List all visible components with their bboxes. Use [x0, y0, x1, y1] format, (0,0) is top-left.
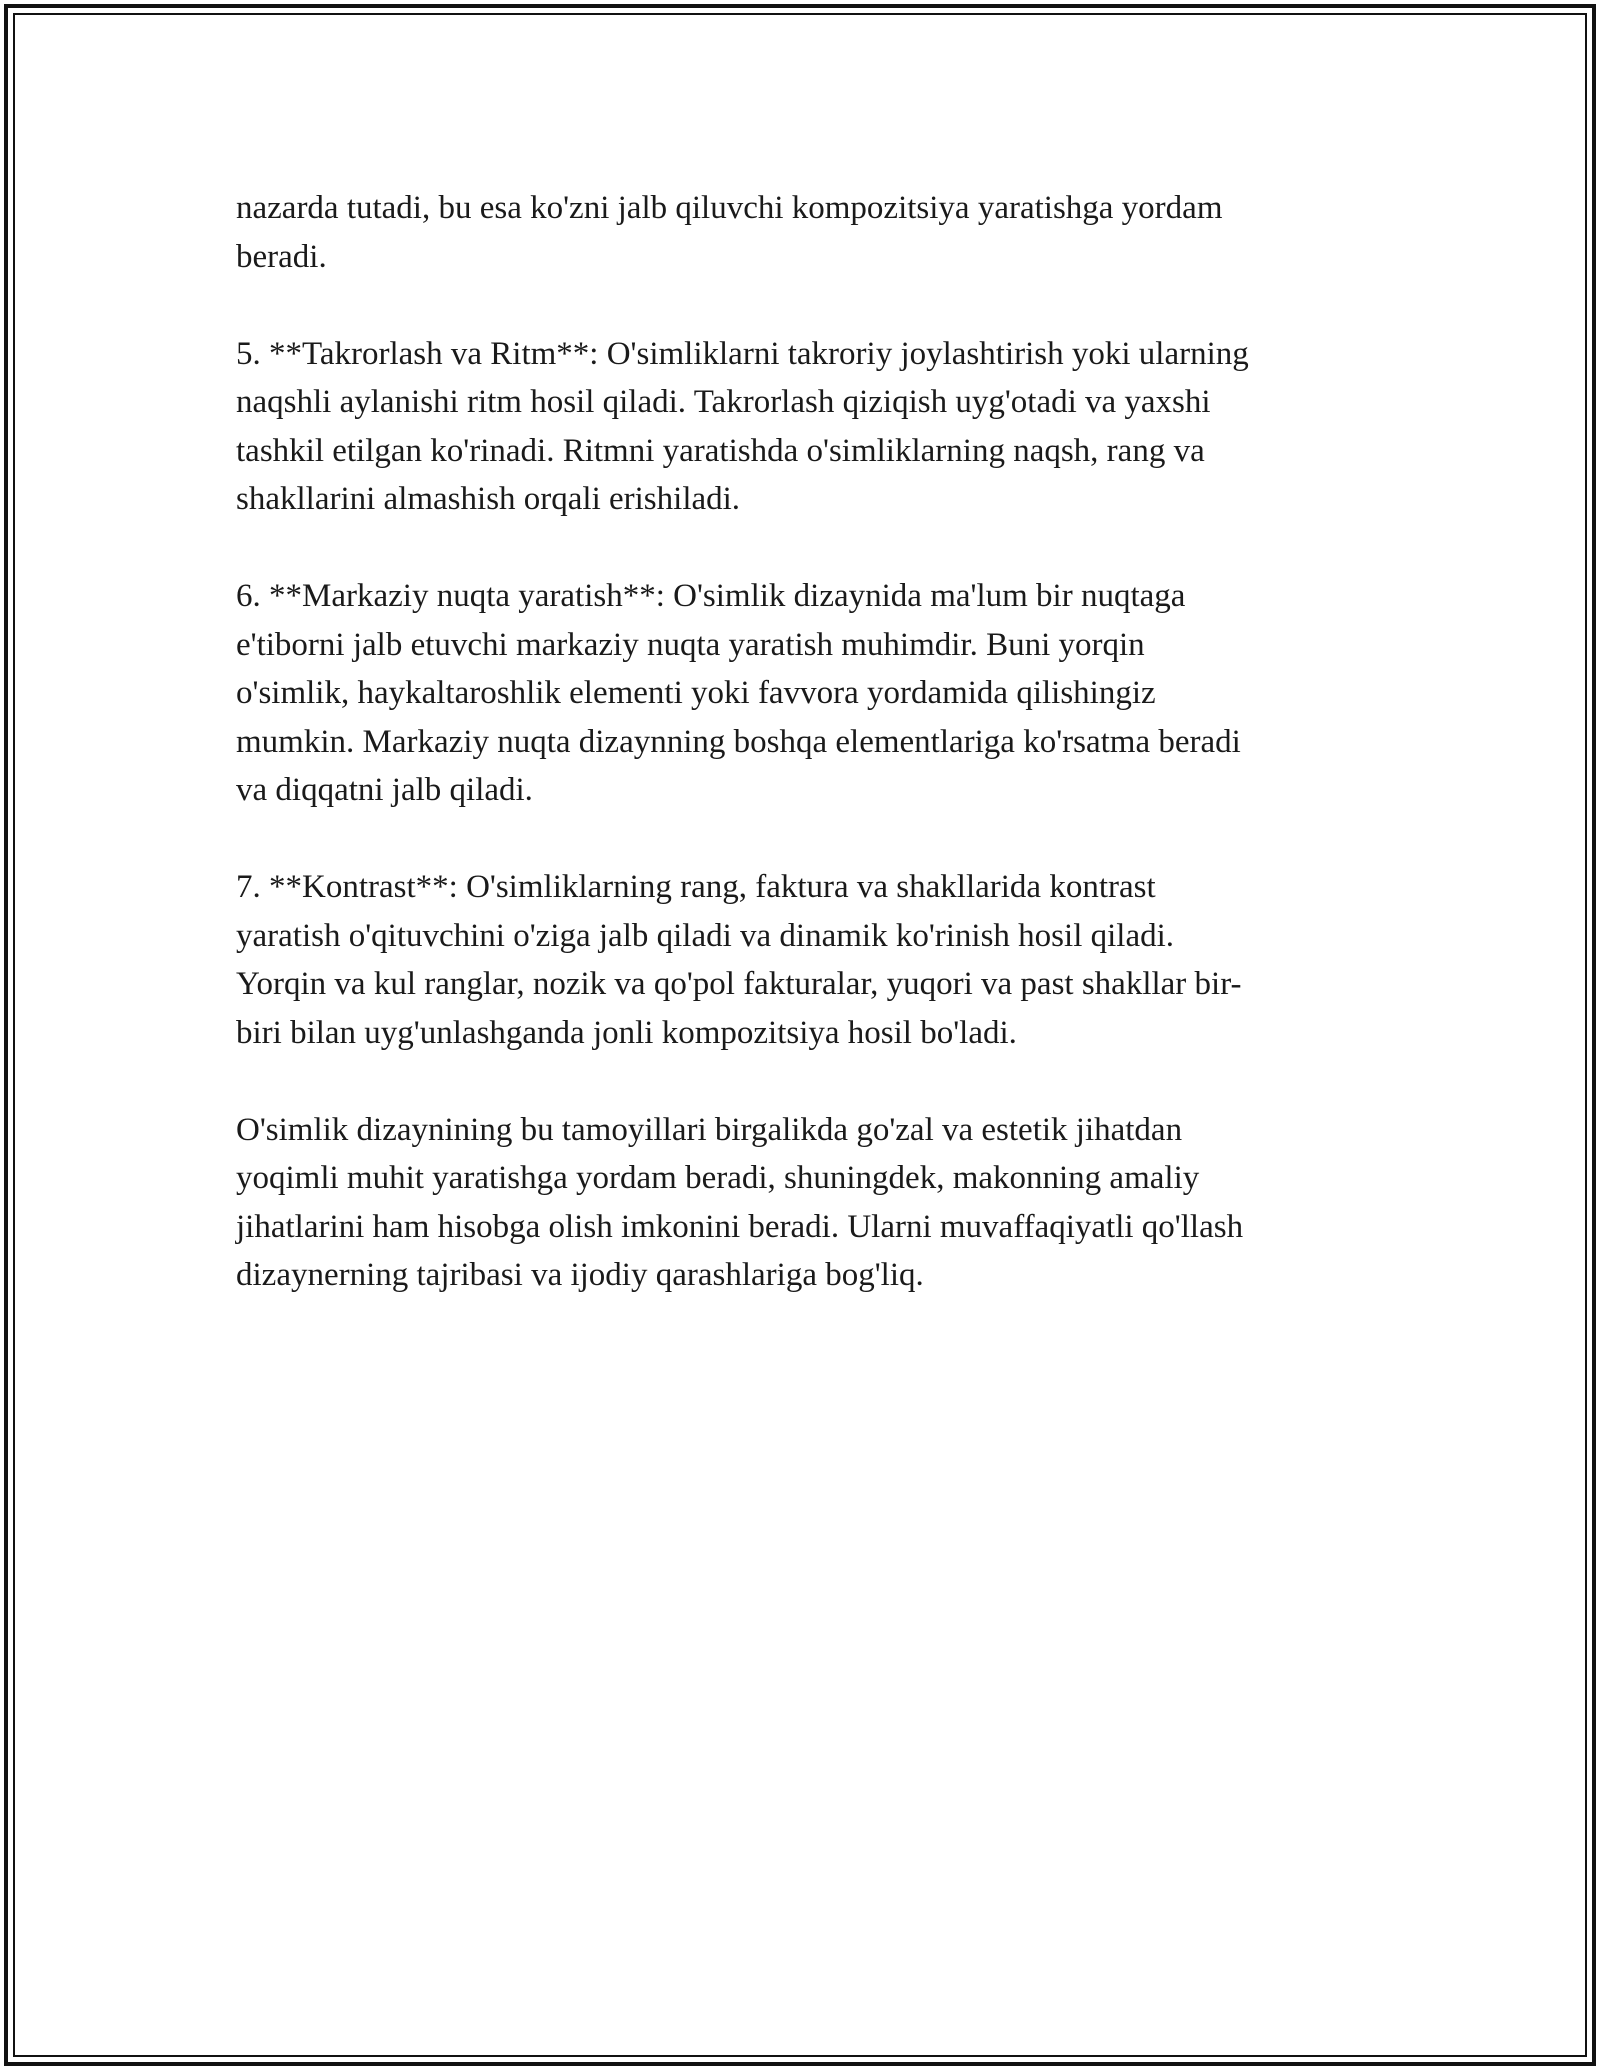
- paragraph-item-7-contrast: 7. **Kontrast**: O'simliklarning rang, faktura va shakllarida kontrast yaratish o'qituvchini o'ziga jalb qiladi va dinamik ko'rinish hosil qiladi. Yorqin va kul ranglar, nozik va qo'pol fakturalar, yuqori va past shakllar bir- biri bilan uyg'unlashganda jonli kompozitsiya hosil bo'ladi.: [236, 869, 1242, 1051]
- paragraph-continuation: nazarda tutadi, bu esa ko'zni jalb qiluvchi kompozitsiya yaratishga yordam beradi.: [236, 190, 1223, 275]
- paragraph-item-6-focal-point: 6. **Markaziy nuqta yaratish**: O'simlik dizaynida ma'lum bir nuqtaga e'tiborni jalb etuvchi markaziy nuqta yaratish muhimdir. Buni yorqin o'simlik, haykaltaroshlik elementi yoki favvora yordamida qilishingiz mumkin. Markaziy nuqta dizaynning boshqa elementlariga ko'rsatma beradi va diqqatni jalb qiladi.: [236, 578, 1241, 808]
- paragraph-conclusion: O'simlik dizaynining bu tamoyillari birgalikda go'zal va estetik jihatdan yoqimli muhit yaratishga yordam beradi, shuningdek, makonning amaliy jihatlarini ham hisobga olish imkonini beradi. Ularni muvaffaqiyatli qo'llash dizaynerning tajribasi va ijodiy qarashlariga bog'liq.: [236, 1111, 1244, 1293]
- document-body: [236, 184, 1376, 1348]
- paragraph-item-5-repetition-rhythm: 5. **Takrorlash va Ritm**: O'simliklarni takroriy joylashtirish yoki ularning naqshli aylanishi ritm hosil qiladi. Takrorlash qiziqish uyg'otadi va yaxshi tashkil etilgan ko'rinadi. Ritmni yaratishda o'simliklarning naqsh, rang va shakllarini almashish orqali erishiladi.: [236, 335, 1249, 517]
